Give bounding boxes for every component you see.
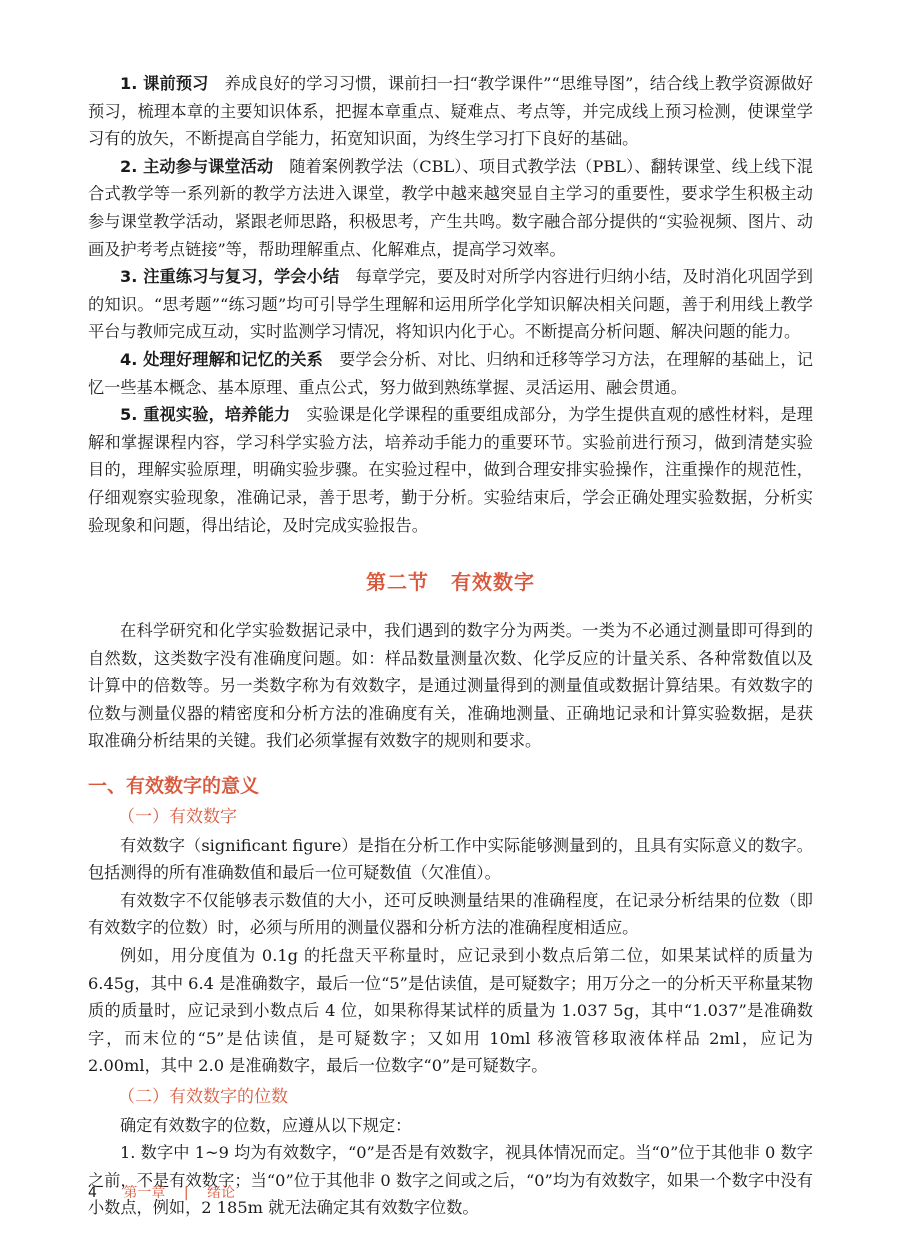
section-name: 有效数字 bbox=[451, 570, 535, 595]
tip-paragraph-3 bbox=[88, 263, 813, 346]
body-paragraph: 例如，用分度值为 0.1g 的托盘天平称量时，应记录到小数点后第二位，如果某试样的质量为 6.45g，其中 6.4 是准确数字，最后一位“5”是估读值，是可疑数字；用万分之一的分析天平称量某物质的质量时，应记录到小数点后 4 位，如果称得某试样的质量为 1.037 5g，其中“1.037”是准确数字，而末位的“5”是估读值，是可疑数字；又如用 10ml 移液管移取液体样品 2ml，应记为 2.00ml，其中 2.0 是准确数字，最后一位数字“0”是可疑数字。 bbox=[88, 946, 813, 1076]
tip-text: 实验课是化学课程的重要组成部分，为学生提供直观的感性材料，是理解和掌握课程内容，学习科学实验方法，培养动手能力的重要环节。实验前进行预习，做到清楚实验目的，理解实验原理，明确实验步骤。在实验过程中，做到合理安排实验操作，注重操作的规范性，仔细观察实验现象，准确记录，善于思考，勤于分析。实验结束后，学会正确处理实验数据，分析实验现象和问题，得出结论，及时完成实验报告。 bbox=[88, 405, 813, 535]
body-paragraph: 有效数字不仅能够表示数值的大小，还可反映测量结果的准确程度，在记录分析结果的位数（即有效数字的位数）时，必须与所用的测量仪器和分析方法的准确程度相适应。 bbox=[88, 890, 813, 938]
tip-lead: 5. 重视实验，培养能力 bbox=[120, 405, 291, 425]
tip-text: 要学会分析、对比、归纳和迁移等学习方法，在理解的基础上，记忆一些基本概念、基本原理、重点公式，努力做到熟练掌握、灵活运用、融会贯通。 bbox=[88, 349, 813, 397]
tip-text: 养成良好的学习习惯，课前扫一扫“教学课件”“思维导图”，结合线上教学资源做好预习，梳理本章的主要知识体系，把握本章重点、疑难点、考点等，并完成线上预习检测，使课堂学习有的放矢，不断提高自学能力，拓宽知识面，为终生学习打下良好的基础。 bbox=[88, 74, 813, 149]
body-paragraph: 有效数字（significant figure）是指在分析工作中实际能够测量到的，且具有实际意义的数字。包括测得的所有准确数值和最后一位可疑数值（欠准值）。 bbox=[88, 835, 813, 883]
page-number: 4 bbox=[88, 1185, 97, 1201]
section-number: 第二节 bbox=[366, 570, 429, 595]
tip-lead: 1. 课前预习 bbox=[120, 74, 209, 93]
tip-paragraph-4 bbox=[88, 346, 813, 401]
tip-text: 每章学完，要及时对所学内容进行归纳小结，及时消化巩固学到的知识。“思考题”“练习题”均可引导学生理解和运用所学化学知识解决相关问题，善于利用线上教学平台与教师完成互动，实时监测学习情况，将知识内化于心。不断提高分析问题、解决问题的能力。 bbox=[88, 267, 813, 342]
tip-text: 随着案例教学法（CBL）、项目式教学法（PBL）、翻转课堂、线上线下混合式教学等一系列新的教学方法进入课堂，教学中越来越突显自主学习的重要性，要求学生积极主动参与课堂教学活动，紧跟老师思路，积极思考，产生共鸣。数字融合部分提供的“实验视频、图片、动画及护考考点链接”等，帮助理解重点、化解难点，提高学习效率。 bbox=[88, 156, 813, 259]
footer-chapter-name: 绪论 bbox=[207, 1185, 235, 1201]
tip-lead: 3. 注重练习与复习，学会小结 bbox=[120, 267, 340, 287]
page-footer bbox=[88, 1182, 235, 1202]
tip-paragraph-2 bbox=[88, 153, 813, 263]
footer-chapter: 第一章 bbox=[123, 1185, 166, 1201]
body-paragraph: 确定有效数字的位数，应遵从以下规定： bbox=[120, 1115, 412, 1135]
intro-paragraph: 在科学研究和化学实验数据记录中，我们遇到的数字分为两类。一类为不必通过测量即可得到的自然数，这类数字没有准确度问题。如：样品数量测量次数、化学反应的计量关系、各种常数值以及计算中的倍数等。另一类数字称为有效数字，是通过测量得到的测量值或数据计算结果。有效数字的位数与测量仪器的精密度和分析方法的准确度有关，准确地测量、正确地记录和计算实验数据，是获取准确分析结果的关键。我们必须掌握有效数字的规则和要求。 bbox=[88, 621, 813, 751]
heading-significance: 一、有效数字的意义 bbox=[88, 775, 260, 798]
tip-paragraph-5 bbox=[88, 401, 813, 539]
subheading-digit-count: （二）有效数字的位数 bbox=[118, 1087, 288, 1107]
tip-lead: 2. 主动参与课堂活动 bbox=[120, 156, 274, 176]
subheading-significant-figures: （一）有效数字 bbox=[118, 807, 237, 828]
footer-separator: | bbox=[183, 1185, 189, 1201]
tip-lead: 4. 处理好理解和记忆的关系 bbox=[120, 349, 323, 369]
page-content bbox=[88, 70, 813, 1222]
tip-paragraph-1 bbox=[88, 70, 813, 153]
body-paragraph: 1. 数字中 1~9 均为有效数字，“0”是否是有效数字，视具体情况而定。当“0”位于其他非 0 数字之前，不是有效数字；当“0”位于其他非 0 数字之间或之后，“0”均为有效数字，如果一个数字中没有小数点，例如，2 185m 就无法确定其有效数字位数。 bbox=[88, 1143, 813, 1218]
section-title bbox=[88, 566, 813, 595]
